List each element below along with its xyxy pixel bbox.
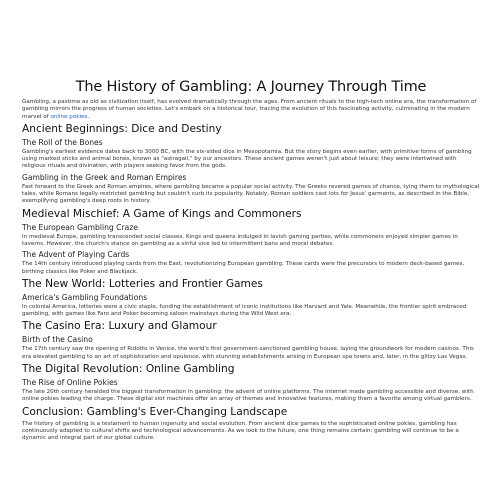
paragraph-european-craze: In medieval Europe, gambling transcended social classes. Kings and queens indulged in lavish gaming parties, while commoners enjoyed simpler games in taverns. However, the church's stance on gambling as a sinful vice led to intermittent bans and moral debates. <box>22 233 458 247</box>
section-heading-medieval: Medieval Mischief: A Game of Kings and Commoners <box>22 207 302 220</box>
online-pokies-link[interactable]: online pokies <box>50 113 88 120</box>
subsection-heading-european-craze: The European Gambling Craze <box>22 222 138 232</box>
paragraph-conclusion: The history of gambling is a testament to human ingenuity and social evolution. From ancient dice games to the sophisticated online pokies, gambling has continuously adapted to cultural shifts and technological advancements. As we look to the future, one thing remains certain: gambling will continue to be a dynamic and integral part of our global culture. <box>22 420 459 442</box>
section-heading-casino-era: The Casino Era: Luxury and Glamour <box>22 320 217 333</box>
paragraph-birth-casino: The 17th century saw the opening of Ridotto in Venice, the world's first government-sanctioned gambling house, laying the groundwork for modern casinos. This era elevated gambling to an art of sophistication and opulence, with stunning establishments arising in European spa towns and, later, in the glitzy Las Vegas. <box>22 346 474 360</box>
subsection-heading-playing-cards: The Advent of Playing Cards <box>22 250 130 260</box>
paragraph-playing-cards: The 14th century introduced playing cards from the East, revolutionizing European gambling. These cards were the precursors to modern deck-based games, birthing classics like Poker and Blackjack. <box>22 261 465 275</box>
section-heading-new-world: The New World: Lotteries and Frontier Games <box>22 277 263 290</box>
intro-paragraph <box>22 99 480 121</box>
subsection-heading-birth-casino: Birth of the Casino <box>22 335 93 345</box>
subsection-heading-america: America's Gambling Foundations <box>22 292 148 302</box>
section-heading-ancient: Ancient Beginnings: Dice and Destiny <box>22 122 222 135</box>
subsection-heading-online-pokies: The Rise of Online Pokies <box>22 378 118 388</box>
paragraph-greek-roman: Fast forward to the Greek and Roman empires, where gambling became a popular social activity. The Greeks revered games of chance, tying them to mythological tales, while Romans legally restricted gambling but couldn't curb its popularity. Notably, Roman soldiers cast lots for Jesus' garments, as described in the Bible, exemplifying gambling's deep roots in history. <box>22 183 480 205</box>
page-title: The History of Gambling: A Journey Through Time <box>75 79 427 95</box>
intro-text-end: . <box>87 113 90 120</box>
section-heading-conclusion: Conclusion: Gambling's Ever-Changing Landscape <box>22 405 288 418</box>
paragraph-online-pokies: The late 20th century heralded the biggest transformation in gambling: the advent of online platforms. The internet made gambling accessible and diverse, with online pokies leading the charge. These digital slot machines offer an array of themes and innovative features, making them a favorite among virtual gamblers. <box>22 389 474 403</box>
paragraph-america: In colonial America, lotteries were a civic staple, funding the establishment of iconic institutions like Harvard and Yale. Meanwhile, the frontier spirit embraced gambling, with games like Faro and Poker becoming saloon mainstays during the Wild West era. <box>22 303 467 318</box>
intro-text: Gambling, a pastime as old as civilization itself, has evolved dramatically through the ages. From ancient rituals to the high-tech online era, the transformation of gambling mirrors the progress of human societies. Let's embark on a historical tour, tracing the evolution of this fascinating activity, culminating in the modern marvel of <box>22 99 477 120</box>
paragraph-roll-of-bones: Gambling's earliest evidence dates back to 3000 BC, with the six-sided dice in Mesopotamia. But the story begins even earlier, with primitive forms of gambling using marked sticks and animal bones, known as "astragali," by our ancestors. These ancient games weren't just about leisure; they were intertwined with religious rituals and divination, with players seeking favor from the gods. <box>22 148 472 170</box>
subsection-heading-greek-roman: Gambling in the Greek and Roman Empires <box>22 172 187 182</box>
section-heading-digital: The Digital Revolution: Online Gambling <box>22 363 235 376</box>
subsection-heading-roll-of-bones: The Roll of the Bones <box>22 137 103 147</box>
